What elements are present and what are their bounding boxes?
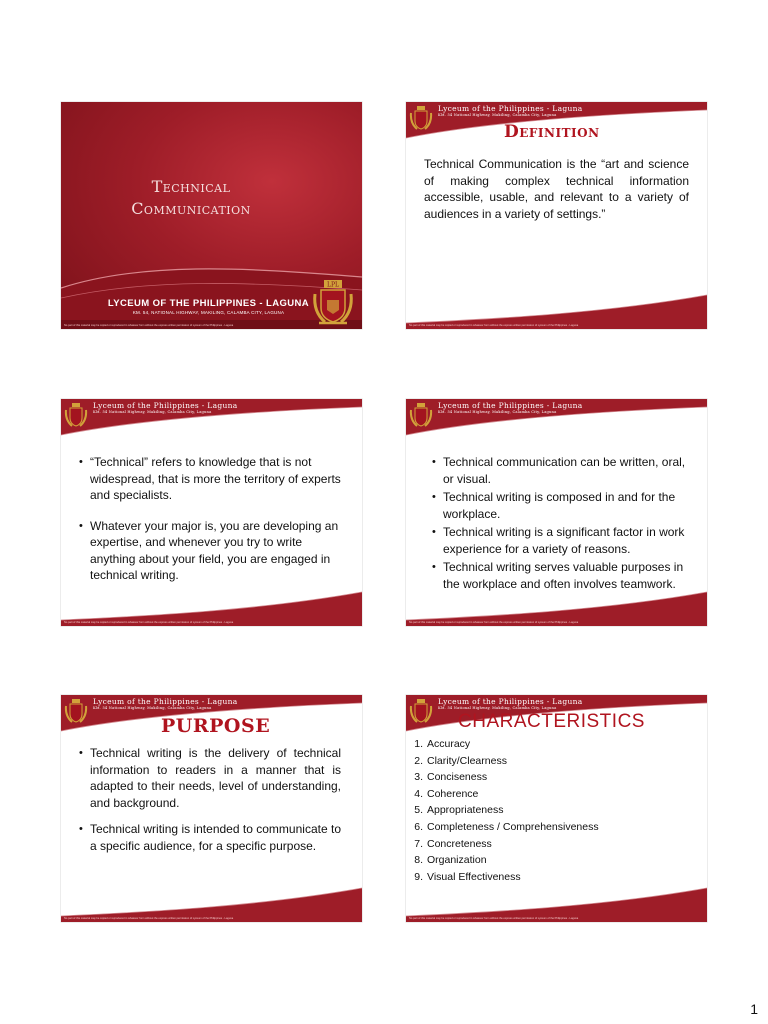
slide-definition	[406, 102, 707, 329]
list-item-number: 2.	[414, 754, 423, 767]
header-institution	[438, 697, 582, 710]
list-item-number: 9.	[414, 870, 423, 883]
list-item-text: Conciseness	[427, 771, 488, 784]
header-institution-address: KM. 54 National Highway, Makiling, Calamba City, Laguna	[93, 706, 212, 710]
copyright-note: No part of this material may be copied or reproduced in whatever form without the express written permission of Lyceum of the Philippines - Laguna	[64, 324, 234, 327]
institution-name: LYCEUM OF THE PHILIPPINES - LAGUNA	[107, 298, 310, 309]
list-item-number: 4.	[414, 787, 423, 800]
slide-footer	[61, 882, 362, 922]
bullet-list	[79, 745, 341, 854]
header-institution-name: Lyceum of the Philippines - Laguna	[93, 401, 238, 410]
copyright-note: No part of this material may be copied or reproduced in whatever form without the express written permission of Lyceum of the Philippines - Laguna	[409, 324, 579, 327]
list-item	[406, 819, 666, 836]
list-item	[406, 836, 666, 853]
list-item-number: 8.	[414, 854, 423, 867]
header-institution	[438, 401, 582, 414]
list-item-number: 7.	[414, 837, 423, 850]
bullet-list	[432, 454, 692, 592]
list-item	[406, 753, 666, 770]
list-item-text: Coherence	[427, 787, 479, 800]
institution-address: KM. 54, NATIONAL HIGHWAY, MAKILING, CALAMBA CITY, LAGUNA	[132, 310, 285, 315]
list-item-number: 5.	[414, 804, 423, 817]
slide-title	[61, 102, 362, 329]
header-institution	[93, 697, 237, 710]
copyright-note: No part of this material may be copied or reproduced in whatever form without the express written permission of Lyceum of the Philippines - Laguna	[409, 917, 579, 920]
copyright-note: No part of this material may be copied or reproduced in whatever form without the express written permission of Lyceum of the Philippines - Laguna	[64, 621, 234, 624]
bullet-item: • Whatever your major is, you are developing an expertise, and whenever you try to write anything about your field, you are engaged in technical writing.	[79, 518, 344, 584]
svg-text:LPL: LPL	[326, 281, 340, 289]
list-item	[406, 736, 666, 753]
slide-purpose	[61, 695, 362, 922]
bullet-item: • Technical communication can be written, oral, or visual.	[432, 454, 692, 487]
slide-heading: CHARACTERISTICS	[458, 711, 645, 732]
seal-logo	[311, 278, 355, 329]
list-item-text: Accuracy	[427, 738, 471, 750]
slide-footer	[406, 289, 707, 329]
slide-title-text: Technical Communication	[131, 177, 251, 218]
slide-footer	[406, 586, 707, 626]
copyright-note: No part of this material may be copied or reproduced in whatever form without the express written permission of Lyceum of the Philippines - Laguna	[409, 621, 579, 624]
slide-header	[406, 399, 707, 439]
list-item-text: Completeness / Comprehensiveness	[427, 820, 599, 833]
list-item-text: Organization	[427, 854, 487, 867]
bullet-list	[79, 454, 344, 584]
list-item-text: Clarity/Clearness	[427, 754, 507, 767]
list-item	[406, 786, 666, 803]
header-institution-name: Lyceum of the Philippines - Laguna	[438, 401, 583, 410]
copyright-note: No part of this material may be copied or reproduced in whatever form without the express written permission of Lyceum of the Philippines - Laguna	[64, 917, 234, 920]
header-institution-address: KM. 54 National Highway, Makiling, Calamba City, Laguna	[438, 410, 557, 414]
slide-characteristics	[406, 695, 707, 922]
bullet-item: • Technical writing is intended to communicate to a specific audience, for a specific purpose.	[79, 821, 341, 854]
slide-technical-knowledge	[61, 399, 362, 626]
slide-footer	[406, 882, 707, 922]
bullet-item: • Technical writing is the delivery of technical information to readers in a manner that is adapted to their needs, level of understanding, and background.	[79, 745, 341, 811]
page-number: 1	[750, 1001, 758, 1017]
header-institution-name: Lyceum of the Philippines - Laguna	[438, 697, 583, 706]
header-institution	[438, 104, 582, 117]
list-item	[406, 802, 666, 819]
header-institution-address: KM. 54 National Highway, Makiling, Calamba City, Laguna	[438, 113, 557, 117]
header-institution-address: KM. 54 National Highway, Makiling, Calamba City, Laguna	[93, 410, 212, 414]
header-institution	[93, 401, 237, 414]
list-item-text: Concreteness	[427, 837, 492, 850]
bullet-item: • Technical writing is a significant factor in work experience for a variety of reasons.	[432, 524, 692, 557]
slide-heading: Definition	[504, 122, 600, 142]
slide-heading: PURPOSE	[161, 715, 271, 737]
header-institution-name: Lyceum of the Philippines - Laguna	[438, 104, 583, 113]
list-item	[406, 769, 666, 786]
list-item	[406, 852, 666, 869]
slide-footer	[61, 586, 362, 626]
list-item-text: Visual Effectiveness	[427, 870, 521, 883]
numbered-list	[406, 736, 666, 885]
list-item-number: 6.	[414, 820, 423, 833]
slide-header	[61, 399, 362, 439]
slide-technical-communication-facts	[406, 399, 707, 626]
list-item-number: 3.	[414, 771, 423, 784]
list-item-text: Appropriateness	[427, 804, 504, 817]
definition-text: Technical Communication is the “art and science of making complex technical information accessible, usable, and relevant to a variety of audiences in a variety of settings.”	[424, 157, 689, 221]
bullet-item: • Technical writing serves valuable purposes in the workplace and often involves teamwork.	[432, 559, 692, 592]
header-institution-name: Lyceum of the Philippines - Laguna	[93, 697, 238, 706]
bullet-item: • “Technical” refers to knowledge that is not widespread, that is more the territory of experts and specialists.	[79, 454, 344, 504]
list-item-number: 1.	[414, 738, 423, 750]
header-institution-address: KM. 54 National Highway, Makiling, Calamba City, Laguna	[438, 706, 557, 710]
title-institution	[101, 298, 316, 315]
bullet-item: • Technical writing is composed in and for the workplace.	[432, 489, 692, 522]
